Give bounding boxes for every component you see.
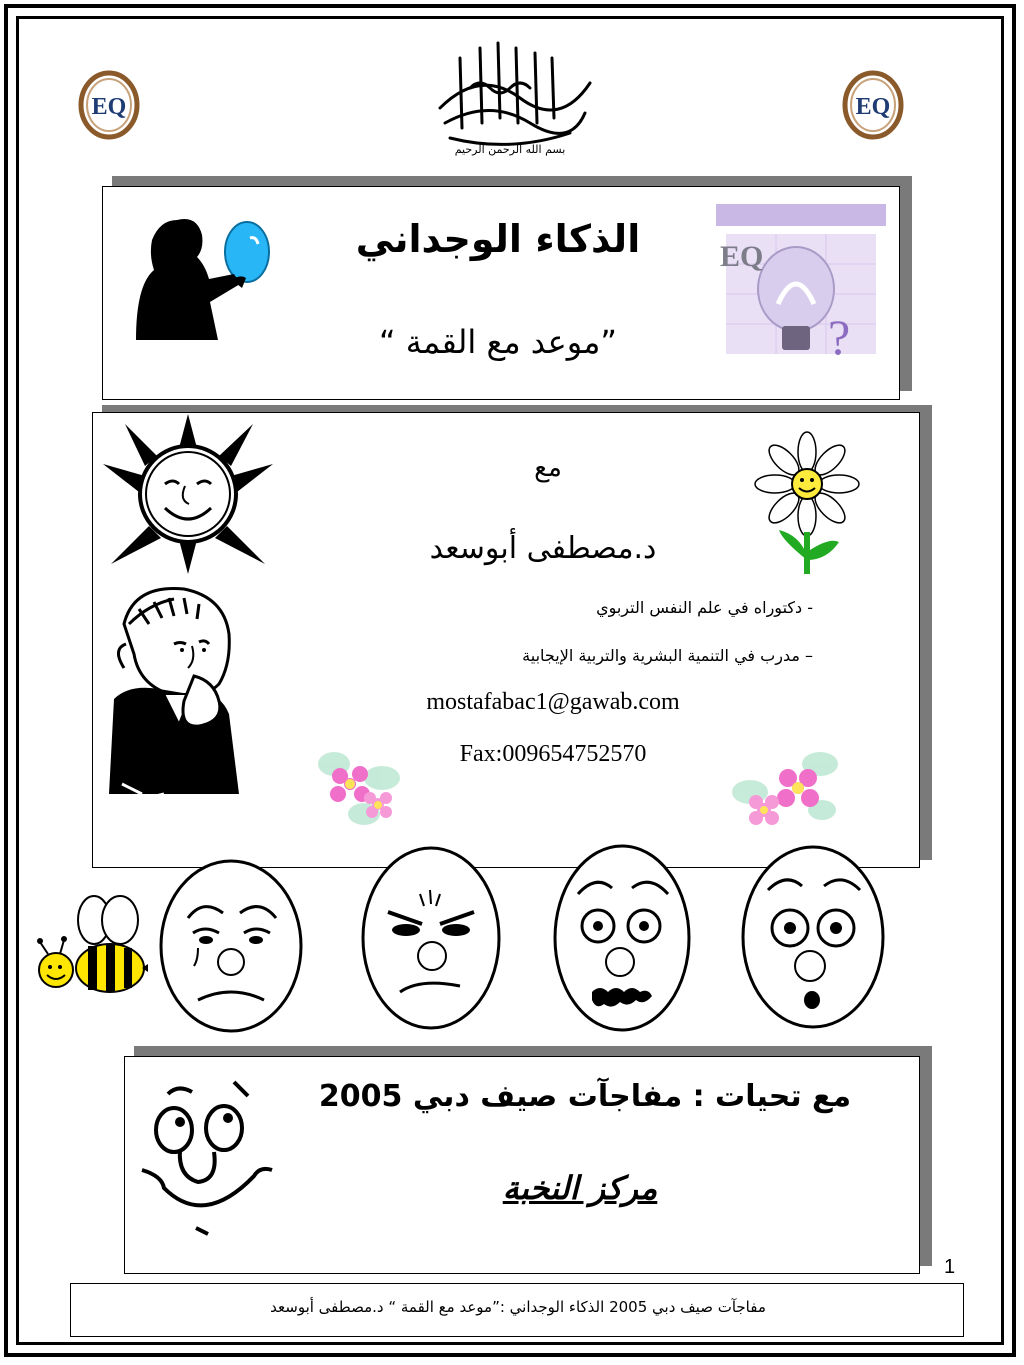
sad-face-illustration [158,858,304,1034]
pink-flowers-left [312,748,408,828]
basmala-text: بسم الله الرحمن الرحيم [454,143,566,156]
eq-bulb-illustration [716,204,886,364]
presenter-email[interactable]: mostafabac1@gawab.com [426,689,680,715]
footer-box [70,1283,964,1337]
with-label: مع [534,453,562,483]
sponsor-line: مع تحيات : مفاجآت صيف دبي 2005 [318,1079,852,1114]
pink-flowers-right [730,748,840,836]
angry-face-illustration [360,844,502,1032]
thinking-man-illustration [104,584,254,806]
document-subtitle: ”موعد مع القمة “ [379,323,617,361]
bulb-question-mark: ? [828,309,851,365]
credential-1: - دكتوراه في علم النفس التربوي [596,598,813,617]
eq-badge-left-text: EQ [91,94,127,120]
presenter-name: د.مصطفى أبوسعد [429,531,657,566]
scared-face-illustration [552,842,692,1034]
presenter-fax: Fax:009654752570 [459,741,647,767]
smiling-sun-illustration [103,414,273,574]
eq-badge-left [78,70,140,140]
bulb-eq-label: EQ [720,240,764,273]
footer-text: مفاجآت صيف دبي 2005 الذكاء الوجداني :”موعد مع القمة “ د.مصطفى أبوسعد [270,1298,766,1316]
silhouette-balloon-illustration [132,210,282,340]
bee-illustration [32,892,148,1004]
document-title: الذكاء الوجداني [355,217,641,261]
surprised-face-illustration [740,842,886,1032]
center-name: مركز النخبة [502,1169,658,1207]
eq-badge-right-text: EQ [855,94,891,120]
credential-2: – مدرب في التنمية البشرية والتربية الإيجابية [522,646,813,665]
page-number: 1 [944,1256,956,1278]
eq-badge-right [842,70,904,140]
basmala-calligraphy [420,28,600,158]
smiling-daisy-illustration [752,432,862,577]
happy-face-illustration [136,1078,276,1244]
